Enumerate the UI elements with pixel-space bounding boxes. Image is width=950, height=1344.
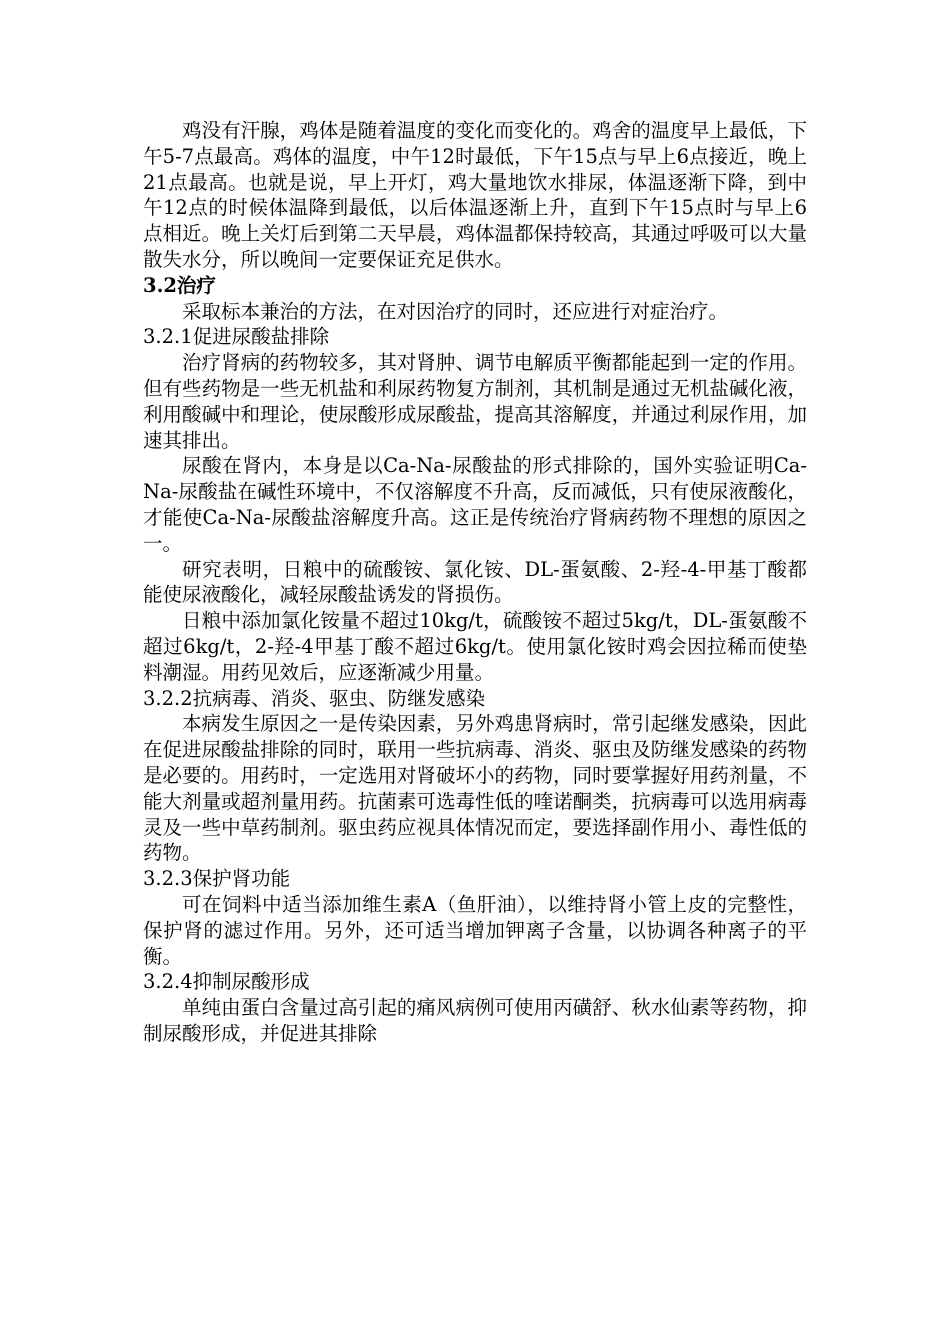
heading-3-2-3: 3.2.3保护肾功能 <box>143 867 291 891</box>
heading-3-2-1: 3.2.1促进尿酸盐排除 <box>143 325 330 349</box>
paragraph-dosage-limits: 日粮中添加氯化铵量不超过10kg/t，硫酸铵不超过5kg/t，DL-蛋氨酸不超过6kg/t，2-羟-4甲基丁酸不超过6kg/t。使用氯化铵时鸡会因拉稀而使垫料潮湿。用药见效后，应逐渐减少用量。 <box>143 609 807 684</box>
heading-3-2-treatment: 3.2治疗 <box>143 273 216 297</box>
document-body <box>143 118 807 1047</box>
paragraph-inhibit-uric-acid: 单纯由蛋白含量过高引起的痛风病例可使用丙磺舒、秋水仙素等药物，抑制尿酸形成，并促进其排除 <box>143 996 807 1045</box>
paragraph-research-findings: 研究表明，日粮中的硫酸铵、氯化铵、DL-蛋氨酸、2-羟-4-甲基丁酸都能使尿液酸化，减轻尿酸盐诱发的肾损伤。 <box>143 557 807 607</box>
heading-3-2-4: 3.2.4抑制尿酸形成 <box>143 970 310 994</box>
paragraph-uric-acid-kidney: 尿酸在肾内，本身是以Ca-Na-尿酸盐的形式排除的，国外实验证明Ca-Na-尿酸盐在碱性环境中，不仅溶解度不升高，反而减低，只有使尿液酸化，才能使Ca-Na-尿酸盐溶解度升高。这正是传统治疗肾病药物不理想的原因之一。 <box>143 454 807 555</box>
paragraph-treatment-approach: 采取标本兼治的方法，在对因治疗的同时，还应进行对症治疗。 <box>182 299 729 323</box>
heading-3-2-2: 3.2.2抗病毒、消炎、驱虫、防继发感染 <box>143 686 486 710</box>
paragraph-infection-causes: 本病发生原因之一是传染因素，另外鸡患肾病时，常引起继发感染，因此在促进尿酸盐排除的同时，联用一些抗病毒、消炎、驱虫及防继发感染的药物是必要的。用药时，一定选用对肾破坏小的药物，同时要掌握好用药剂量，不能大剂量或超剂量用药。抗菌素可选毒性低的喹诺酮类，抗病毒可以选用病毒灵及一些中草药制剂。驱虫药应视具体情况而定，要选择副作用小、毒性低的药物。 <box>143 712 807 865</box>
paragraph-kidney-drugs: 治疗肾病的药物较多，其对肾肿、调节电解质平衡都能起到一定的作用。但有些药物是一些无机盐和利尿药物复方制剂，其机制是通过无机盐碱化液，利用酸碱中和理论，使尿酸形成尿酸盐，提高其溶解度，并通过利尿作用，加速其排出。 <box>143 351 807 452</box>
paragraph-body-temperature: 鸡没有汗腺，鸡体是随着温度的变化而变化的。鸡舍的温度早上最低，下午5-7点最高。鸡体的温度，中午12时最低，下午15点与早上6点接近，晚上21点最高。也就是说，早上开灯，鸡大量地饮水排尿，体温逐渐下降，到中午12点的时候体温降到最低，以后体温逐渐上升，直到下午15点时与早上6点相近。晚上关灯后到第二天早晨，鸡体温都保持较高，其通过呼吸可以大量散失水分，所以晚间一定要保证充足供水。 <box>143 119 807 271</box>
paragraph-protect-kidney: 可在饲料中适当添加维生素A（鱼肝油），以维持肾小管上皮的完整性，保护肾的滤过作用。另外，还可适当增加钾离子含量，以协调各种离子的平衡。 <box>143 892 807 968</box>
